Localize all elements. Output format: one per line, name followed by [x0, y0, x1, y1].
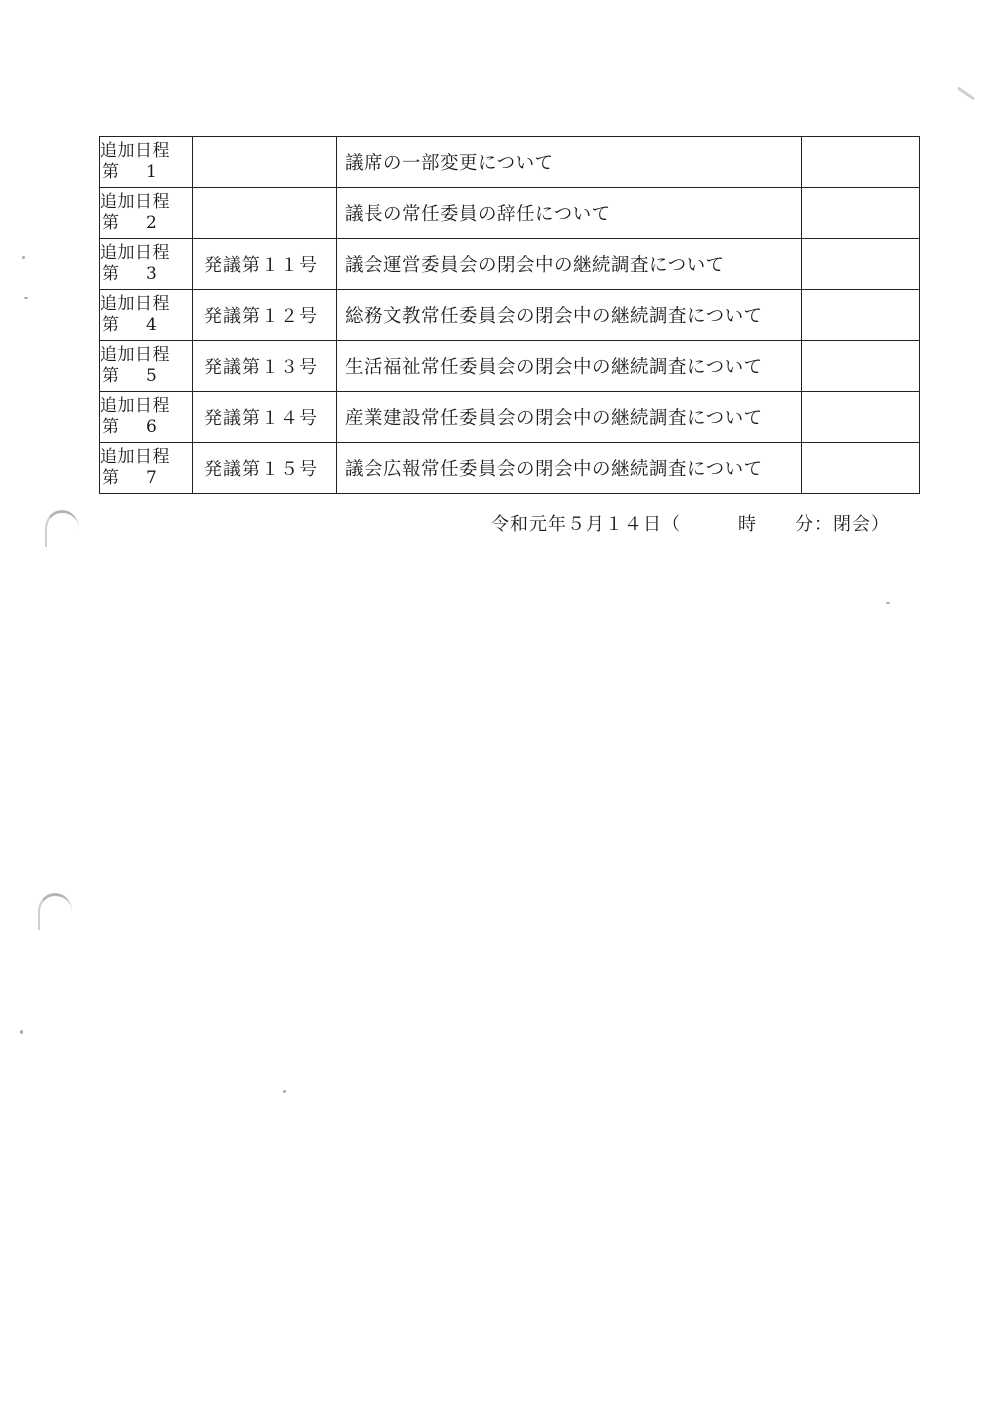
agenda-table [99, 136, 920, 494]
table-row [100, 290, 920, 341]
subject-cell: 議席の一部変更について [337, 137, 802, 188]
schedule-cell [100, 239, 193, 290]
bill-number-cell: 発議第１１号 [193, 239, 337, 290]
subject-cell: 総務文教常任委員会の閉会中の継続調査について [337, 290, 802, 341]
schedule-number: 6 [146, 417, 158, 437]
result-cell [802, 392, 920, 443]
scan-speck [20, 1030, 23, 1034]
scan-speck [886, 602, 890, 604]
schedule-label: 追加日程 [100, 345, 170, 365]
schedule-dai: 第 [102, 264, 120, 284]
schedule-dai: 第 [102, 162, 120, 182]
scan-speck [283, 1090, 286, 1093]
schedule-dai: 第 [102, 366, 120, 386]
schedule-number: 4 [146, 315, 158, 335]
scan-speck [24, 297, 28, 299]
schedule-dai: 第 [102, 417, 120, 437]
result-cell [802, 443, 920, 494]
schedule-dai: 第 [102, 315, 120, 335]
schedule-label: 追加日程 [100, 294, 170, 314]
schedule-label: 追加日程 [100, 447, 170, 467]
schedule-number: 7 [146, 468, 158, 488]
subject-cell: 産業建設常任委員会の閉会中の継続調査について [337, 392, 802, 443]
schedule-number: 2 [146, 213, 158, 233]
bill-number-cell: 発議第１３号 [193, 341, 337, 392]
table-row [100, 341, 920, 392]
subject-cell: 生活福祉常任委員会の閉会中の継続調査について [337, 341, 802, 392]
schedule-label: 追加日程 [100, 243, 170, 263]
scan-speck [22, 256, 25, 259]
punch-hole-mark [38, 893, 72, 930]
bill-number-cell: 発議第１２号 [193, 290, 337, 341]
table-row [100, 188, 920, 239]
scan-speck [957, 87, 975, 101]
schedule-cell [100, 443, 193, 494]
bill-number-cell: 発議第１４号 [193, 392, 337, 443]
schedule-label: 追加日程 [100, 192, 170, 212]
schedule-label: 追加日程 [100, 396, 170, 416]
table-row [100, 392, 920, 443]
table-row [100, 239, 920, 290]
schedule-number: 1 [146, 162, 158, 182]
schedule-cell [100, 188, 193, 239]
closing-time-line: 令和元年５月１４日（ 時 分：閉会） [491, 514, 890, 535]
subject-cell: 議会運営委員会の閉会中の継続調査について [337, 239, 802, 290]
result-cell [802, 290, 920, 341]
bill-number-cell: 発議第１５号 [193, 443, 337, 494]
table-row [100, 137, 920, 188]
result-cell [802, 341, 920, 392]
schedule-cell [100, 290, 193, 341]
schedule-number: 5 [146, 366, 158, 386]
schedule-cell [100, 392, 193, 443]
subject-cell: 議長の常任委員の辞任について [337, 188, 802, 239]
bill-number-cell [193, 137, 337, 188]
result-cell [802, 137, 920, 188]
schedule-label: 追加日程 [100, 141, 170, 161]
schedule-number: 3 [146, 264, 158, 284]
table-row [100, 443, 920, 494]
schedule-cell [100, 137, 193, 188]
bill-number-cell [193, 188, 337, 239]
schedule-dai: 第 [102, 468, 120, 488]
subject-cell: 議会広報常任委員会の閉会中の継続調査について [337, 443, 802, 494]
result-cell [802, 239, 920, 290]
schedule-dai: 第 [102, 213, 120, 233]
punch-hole-mark [45, 510, 79, 547]
result-cell [802, 188, 920, 239]
schedule-cell [100, 341, 193, 392]
